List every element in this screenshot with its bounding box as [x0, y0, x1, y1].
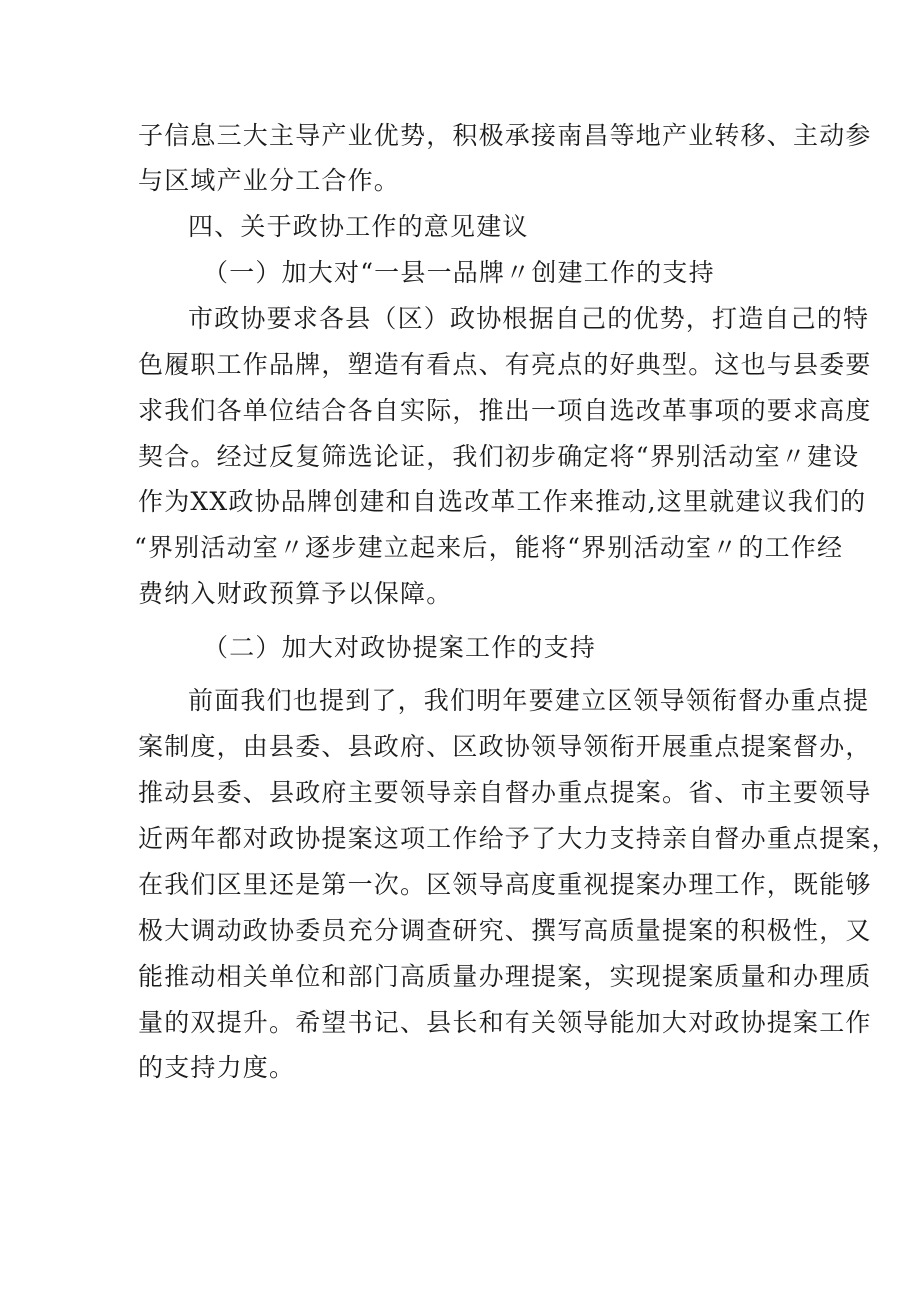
text-line: 能推动相关单位和部门高质量办理提案，实现提案质量和办理质 [138, 962, 872, 991]
text-line: 子信息三大主导产业优势，积极承接南昌等地产业转移、主动参 [138, 121, 872, 150]
text-line: 作为XX政协品牌创建和自选改革工作来推动,这里就建议我们的 [138, 487, 867, 516]
text-line: “界别活动室〃逐步建立起来后，能将“界别活动室〃的工作经 [134, 533, 844, 562]
text-line: 市政协要求各县（区）政协根据自己的优势，打造自己的特 [188, 304, 870, 333]
text-line: 费纳入财政预算予以保障。 [138, 579, 453, 608]
section-heading: 四、关于政协工作的意见建议 [188, 212, 529, 241]
text-line: 在我们区里还是第一次。区领导高度重视提案办理工作，既能够 [138, 870, 872, 899]
subsection-heading: （一）加大对“一县一品牌〃创建工作的支持 [203, 258, 715, 287]
text-line: 求我们各单位结合各自实际，推出一项自选改革事项的要求高度 [138, 396, 872, 425]
text-line: 案制度，由县委、县政府、区政协领导领衔开展重点提案督办， [138, 732, 872, 761]
text-line: 契合。经过反复筛选论证，我们初步确定将“界别活动室〃建设 [138, 442, 860, 471]
text-line: 色履职工作品牌，塑造有看点、有亮点的好典型。这也与县委要 [138, 350, 872, 379]
text-line: 极大调动政协委员充分调查研究、撰写高质量提案的积极性，又 [138, 916, 872, 945]
subsection-heading: （二）加大对政协提案工作的支持 [203, 633, 597, 662]
text-line: 与区域产业分工合作。 [138, 166, 401, 195]
text-line: 前面我们也提到了，我们明年要建立区领导领衔督办重点提 [188, 686, 870, 715]
text-line: 近两年都对政协提案这项工作给予了大力支持亲自督办重点提案， [138, 824, 898, 853]
text-line: 量的双提升。希望书记、县长和有关领导能加大对政协提案工作 [138, 1008, 872, 1037]
text-line: 推动县委、县政府主要领导亲自督办重点提案。省、市主要领导 [138, 778, 872, 807]
text-line: 的支持力度。 [138, 1053, 296, 1082]
